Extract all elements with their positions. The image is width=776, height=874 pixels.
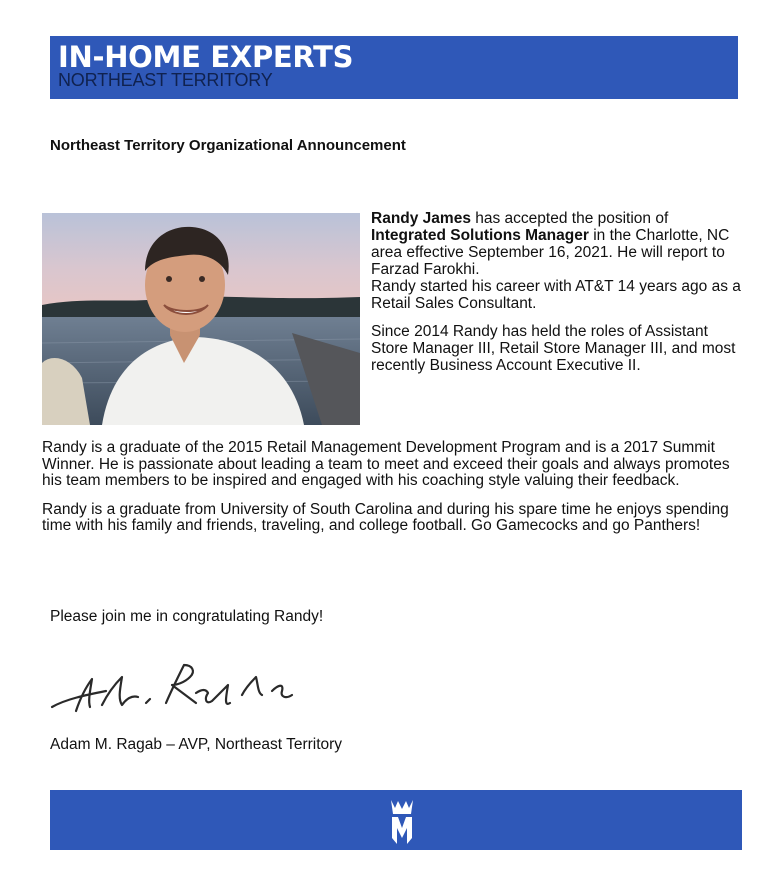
congrats-line: Please join me in congratulating Randy! bbox=[50, 608, 324, 625]
header-banner bbox=[50, 36, 738, 99]
footer-banner bbox=[50, 790, 742, 850]
roles-paragraph: Since 2014 Randy has held the roles of Assistant Store Manager III, Retail Store Manager III, and most recently Business Account Executive II. bbox=[371, 323, 736, 374]
crown-logo-icon bbox=[389, 798, 415, 844]
intro-text-part2: in the Charlotte, NC area effective September 16, 2021. He will report to Farzad Farokhi. bbox=[371, 227, 730, 278]
header-subtitle: NORTHEAST TERRITORY bbox=[58, 70, 273, 90]
career-text: Randy started his career with AT&T 14 years ago as a Retail Sales Consultant. bbox=[371, 278, 741, 312]
intro-section bbox=[371, 210, 741, 374]
position-title: Integrated Solutions Manager bbox=[371, 227, 589, 244]
sign-off: Adam M. Ragab – AVP, Northeast Territory bbox=[50, 736, 343, 753]
body-paragraph-1: Randy is a graduate of the 2015 Retail Management Development Program and is a 2017 Summit Winner. He is passionate about leading a team to meet and exceed their goals and always promotes his team members to be inspired and engaged with his coaching style valuing their feedback. bbox=[42, 439, 730, 490]
header-title: IN-HOME EXPERTS bbox=[58, 40, 354, 74]
profile-photo bbox=[42, 213, 360, 425]
intro-text-part1: has accepted the position of bbox=[470, 210, 669, 227]
body-section bbox=[42, 440, 746, 535]
signature-image bbox=[46, 655, 306, 725]
intro-paragraph bbox=[371, 210, 741, 312]
body-paragraph-2: Randy is a graduate from University of South Carolina and during his spare time he enjoys spending time with his family and friends, traveling, and college football. Go Gamecocks and go Panthers! bbox=[42, 500, 729, 535]
announcement-title: Northeast Territory Organizational Announcement bbox=[50, 137, 406, 154]
employee-name: Randy James bbox=[371, 210, 471, 227]
